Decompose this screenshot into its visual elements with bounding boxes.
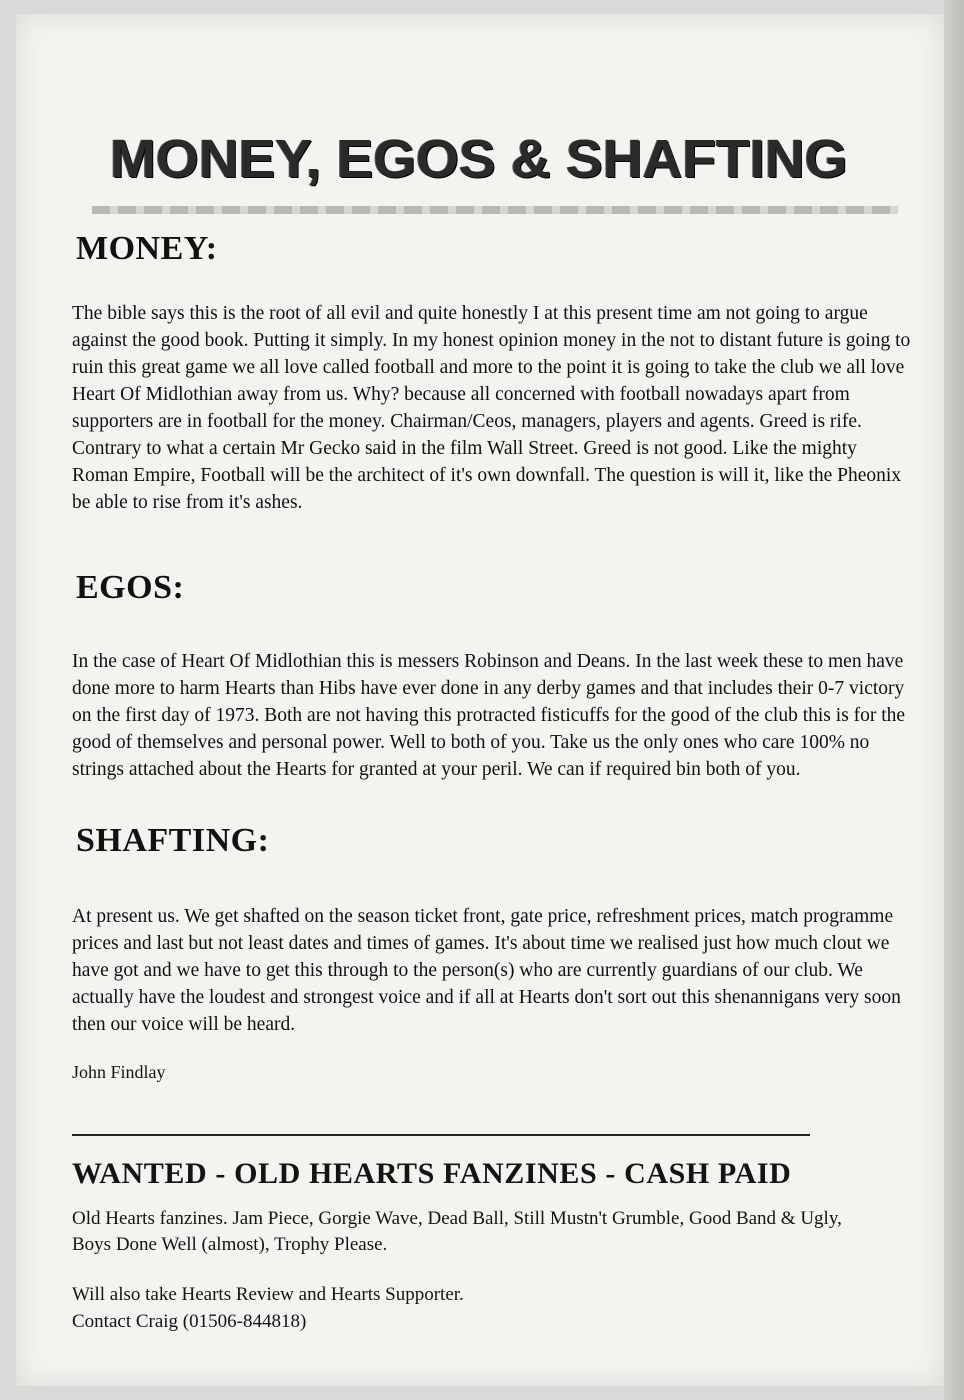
banner-title: MONEY, EGOS & SHAFTING	[110, 129, 848, 189]
money-heading: MONEY:	[76, 230, 218, 267]
fanzine-page	[16, 14, 944, 1386]
title-banner	[92, 122, 898, 218]
wanted-contact: Contact Craig (01506-844818)	[72, 1311, 307, 1332]
page-content	[16, 14, 944, 1386]
egos-heading: EGOS:	[76, 569, 185, 606]
money-paragraph: The bible says this is the root of all evil and quite honestly I at this present time am not going to argue against the good book. Putting it simply. In my honest opinion money in the not to distant future is going to ruin this great game we all love called football and more to the point it is going to take the club we all love Heart Of Midlothian away from us. Why? because all concerned with football nowadays apart from supporters are in football for the money. Chairman/Ceos, managers, players and agents. Greed is rife. Contrary to what a certain Mr Gecko said in the film Wall Street. Greed is not good. Like the mighty Roman Empire, Football will be the architect of it's own downfall. The question is will it, like the Pheonix be able to rise from it's ashes.	[72, 303, 911, 513]
shafting-paragraph: At present us. We get shafted on the season ticket front, gate price, refreshment prices, match programme prices and last but not least dates and times of games. It's about time we realised just how much clout we have got and we have to get this through to the person(s) who are currently guardians of our club. We actually have the loudest and strongest voice and if all at Hearts don't sort out this shenannigans very soon then our voice will be heard.	[72, 906, 901, 1035]
wanted-list: Old Hearts fanzines. Jam Piece, Gorgie Wave, Dead Ball, Still Mustn't Grumble, Good Band & Ugly, Boys Done Well (almost), Trophy Please.	[72, 1208, 842, 1255]
wanted-also: Will also take Hearts Review and Hearts Supporter.	[72, 1284, 464, 1305]
author-name: John Findlay	[72, 1062, 166, 1082]
egos-paragraph: In the case of Heart Of Midlothian this is messers Robinson and Deans. In the last week these to men have done more to harm Hearts than Hibs have ever done in any derby games and that includes their 0-7 victory on the first day of 1973. Both are not having this protracted fisticuffs for the good of the club this is for the good of themselves and personal power. Well to both of you. Take us the only ones who care 100% no strings attached about the Hearts for granted at your peril. We can if required bin both of you.	[72, 651, 906, 780]
shafting-heading: SHAFTING:	[76, 822, 270, 859]
wanted-heading: WANTED - OLD HEARTS FANZINES - CASH PAID	[72, 1157, 792, 1190]
page-edge	[944, 0, 964, 1400]
section-divider	[72, 1134, 810, 1136]
banner-underline	[92, 206, 898, 214]
